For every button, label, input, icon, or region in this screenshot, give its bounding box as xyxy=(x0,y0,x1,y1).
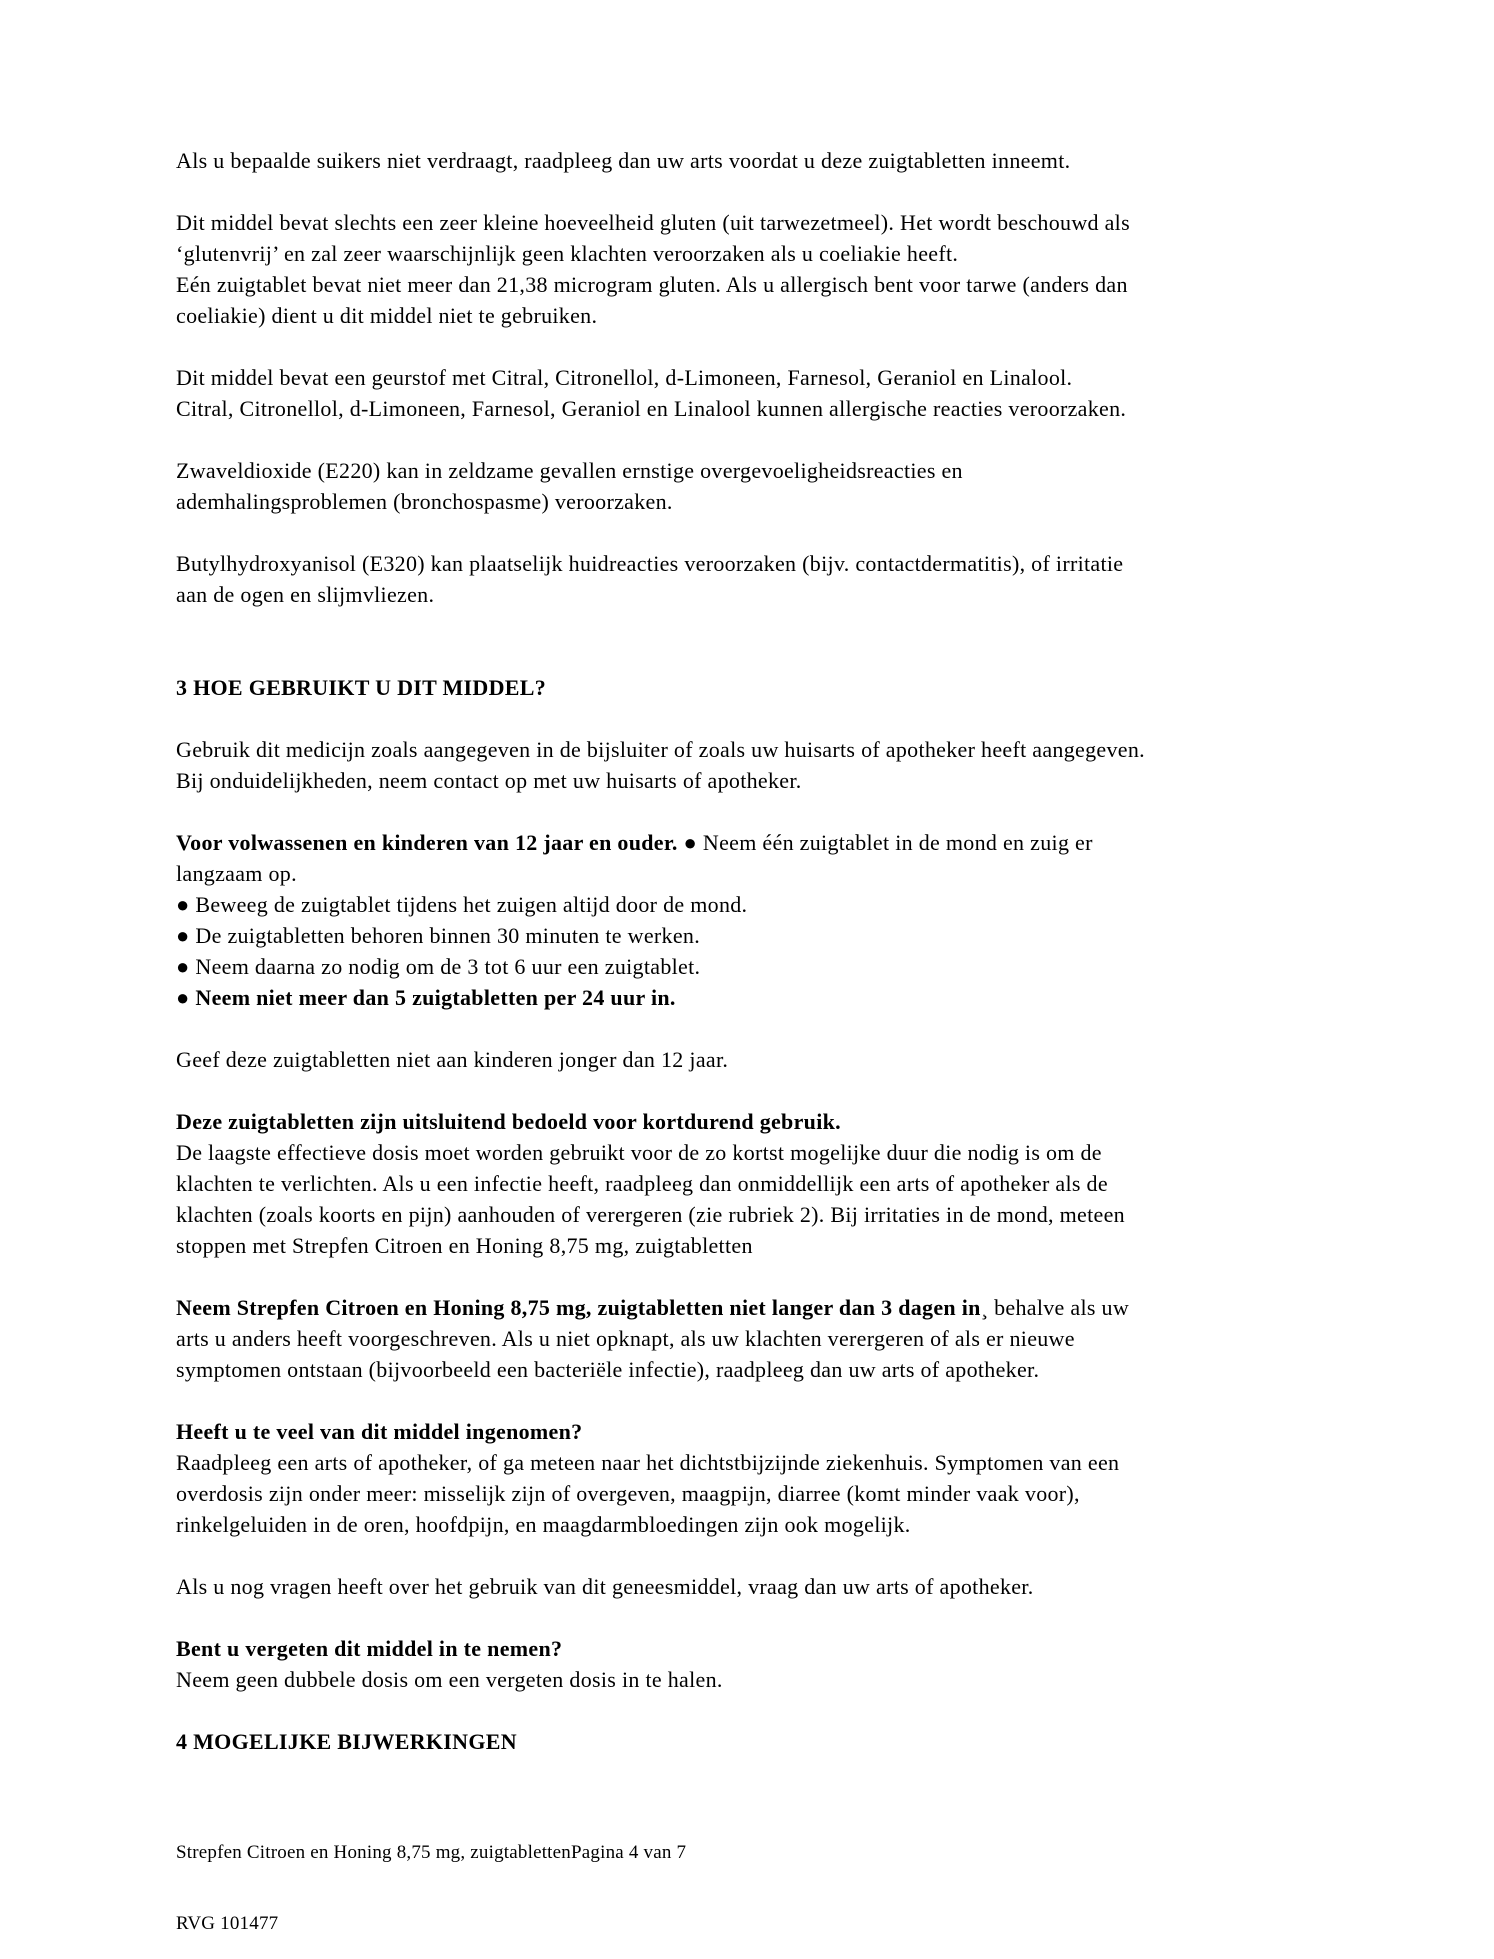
text-run: klachten (zoals koorts en pijn) aanhouden of verergeren (zie rubriek 2). Bij irritaties in de mond, meteen xyxy=(176,1202,1125,1227)
text-run: Eén zuigtablet bevat niet meer dan 21,38 microgram gluten. Als u allergisch bent voor tarwe (anders dan xyxy=(176,272,1128,297)
text-run: klachten te verlichten. Als u een infectie heeft, raadpleeg dan onmiddellijk een arts of apotheker als de xyxy=(176,1171,1108,1196)
text-run: ¸ behalve als uw xyxy=(980,1295,1130,1320)
text-run: Gebruik dit medicijn zoals aangegeven in de bijsluiter of zoals uw huisarts of apotheker heeft aangegeven. xyxy=(176,737,1145,762)
text-line xyxy=(176,920,1145,951)
text-run: ● De zuigtabletten behoren binnen 30 minuten te werken. xyxy=(176,923,701,948)
text-line xyxy=(176,300,1145,331)
text-run: Voor volwassenen en kinderen van 12 jaar en ouder. xyxy=(176,830,678,855)
text-run: ● Beweeg de zuigtablet tijdens het zuigen altijd door de mond. xyxy=(176,892,748,917)
text-line xyxy=(176,858,1145,889)
text-run: arts u anders heeft voorgeschreven. Als u niet opknapt, als uw klachten verergeren of als er nieuwe xyxy=(176,1326,1075,1351)
text-line xyxy=(176,1664,1145,1695)
text-run: Deze zuigtabletten zijn uitsluitend bedoeld voor kortdurend gebruik. xyxy=(176,1109,841,1134)
text-line xyxy=(176,548,1145,579)
text-line xyxy=(176,1354,1145,1385)
text-line xyxy=(176,362,1145,393)
text-line xyxy=(176,1571,1145,1602)
text-run: Heeft u te veel van dit middel ingenomen? xyxy=(176,1419,583,1444)
paragraph xyxy=(176,548,1145,610)
text-line xyxy=(176,207,1145,238)
text-run: Dit middel bevat een geurstof met Citral, Citronellol, d-Limoneen, Farnesol, Geraniol en Linalool. xyxy=(176,365,1073,390)
text-line xyxy=(176,393,1145,424)
paragraph xyxy=(176,362,1145,424)
text-line xyxy=(176,1633,1145,1664)
text-run: coeliakie) dient u dit middel niet te gebruiken. xyxy=(176,303,598,328)
text-run: ● Neem één zuigtablet in de mond en zuig er xyxy=(677,830,1093,855)
paragraph xyxy=(176,1106,1145,1261)
text-run: symptomen ontstaan (bijvoorbeeld een bacteriële infectie), raadpleeg dan uw arts of apotheker. xyxy=(176,1357,1040,1382)
text-run: Neem Strepfen Citroen en Honing 8,75 mg, zuigtabletten niet langer dan 3 dagen in xyxy=(176,1295,981,1320)
page-footer xyxy=(176,1794,686,1959)
text-run: Bij onduidelijkheden, neem contact op met uw huisarts of apotheker. xyxy=(176,768,802,793)
text-line xyxy=(176,579,1145,610)
text-run: De laagste effectieve dosis moet worden gebruikt voor de zo kortst mogelijke duur die nodig is om de xyxy=(176,1140,1102,1165)
text-run: ademhalingsproblemen (bronchospasme) veroorzaken. xyxy=(176,489,673,514)
text-run: Als u bepaalde suikers niet verdraagt, raadpleeg dan uw arts voordat u deze zuigtabletten inneemt. xyxy=(176,148,1071,173)
paragraph xyxy=(176,1571,1145,1602)
text-line xyxy=(176,269,1145,300)
section-heading xyxy=(176,672,1145,703)
text-run: rinkelgeluiden in de oren, hoofdpijn, en maagdarmbloedingen zijn ook mogelijk. xyxy=(176,1512,911,1537)
text-run: ‘glutenvrij’ en zal zeer waarschijnlijk geen klachten veroorzaken als u coeliakie heeft. xyxy=(176,241,959,266)
text-run: aan de ogen en slijmvliezen. xyxy=(176,582,435,607)
text-line xyxy=(176,1230,1145,1261)
text-line xyxy=(176,734,1145,765)
text-run: Neem geen dubbele dosis om een vergeten dosis in te halen. xyxy=(176,1667,723,1692)
paragraph xyxy=(176,1044,1145,1075)
paragraph xyxy=(176,455,1145,517)
text-run: ● Neem daarna zo nodig om de 3 tot 6 uur een zuigtablet. xyxy=(176,954,701,979)
paragraph xyxy=(176,827,1145,1013)
text-line xyxy=(176,486,1145,517)
text-run: Raadpleeg een arts of apotheker, of ga meteen naar het dichtstbijzijnde ziekenhuis. Symptomen van een xyxy=(176,1450,1120,1475)
paragraph xyxy=(176,207,1145,331)
footer-product-line: Strepfen Citroen en Honing 8,75 mg, zuigtablettenPagina 4 van 7 xyxy=(176,1842,687,1863)
text-line xyxy=(176,455,1145,486)
text-line xyxy=(176,951,1145,982)
text-line xyxy=(176,827,1145,858)
footer-rvg-line: RVG 101477 xyxy=(176,1912,279,1934)
text-line xyxy=(176,1323,1145,1354)
text-run: 3 HOE GEBRUIKT U DIT MIDDEL? xyxy=(176,675,547,700)
text-run: ● Neem niet meer dan 5 zuigtabletten per 24 uur in. xyxy=(176,985,676,1010)
text-line xyxy=(176,238,1145,269)
text-line xyxy=(176,1106,1145,1137)
text-run: langzaam op. xyxy=(176,861,297,886)
text-run: stoppen met Strepfen Citroen en Honing 8,75 mg, zuigtabletten xyxy=(176,1233,753,1258)
paragraph xyxy=(176,1633,1145,1695)
paragraph xyxy=(176,734,1145,796)
section-heading xyxy=(176,1726,1145,1757)
text-run: Zwaveldioxide (E220) kan in zeldzame gevallen ernstige overgevoeligheidsreacties en xyxy=(176,458,963,483)
text-line xyxy=(176,1168,1145,1199)
text-run: Bent u vergeten dit middel in te nemen? xyxy=(176,1636,563,1661)
text-run: Dit middel bevat slechts een zeer kleine hoeveelheid gluten (uit tarwezetmeel). Het wordt beschouwd als xyxy=(176,210,1130,235)
text-run: Geef deze zuigtabletten niet aan kinderen jonger dan 12 jaar. xyxy=(176,1047,729,1072)
text-line xyxy=(176,672,1145,703)
text-line xyxy=(176,145,1145,176)
paragraph xyxy=(176,1416,1145,1540)
text-line xyxy=(176,1416,1145,1447)
text-line xyxy=(176,1726,1145,1757)
text-line xyxy=(176,1137,1145,1168)
document-body xyxy=(176,145,1145,1757)
text-line xyxy=(176,1447,1145,1478)
text-run: Butylhydroxyanisol (E320) kan plaatselijk huidreacties veroorzaken (bijv. contactdermatitis), of irritatie xyxy=(176,551,1124,576)
text-line xyxy=(176,1044,1145,1075)
text-line xyxy=(176,982,1145,1013)
text-line xyxy=(176,1509,1145,1540)
text-line xyxy=(176,1478,1145,1509)
text-line xyxy=(176,765,1145,796)
text-run: overdosis zijn onder meer: misselijk zijn of overgeven, maagpijn, diarree (komt minder vaak voor), xyxy=(176,1481,1080,1506)
text-run: 4 MOGELIJKE BIJWERKINGEN xyxy=(176,1729,517,1754)
paragraph xyxy=(176,145,1145,176)
paragraph xyxy=(176,1292,1145,1385)
text-line xyxy=(176,1292,1145,1323)
text-run: Citral, Citronellol, d-Limoneen, Farnesol, Geraniol en Linalool kunnen allergische reacties veroorzaken. xyxy=(176,396,1127,421)
text-run: Als u nog vragen heeft over het gebruik van dit geneesmiddel, vraag dan uw arts of apotheker. xyxy=(176,1574,1034,1599)
text-line xyxy=(176,889,1145,920)
text-line xyxy=(176,1199,1145,1230)
